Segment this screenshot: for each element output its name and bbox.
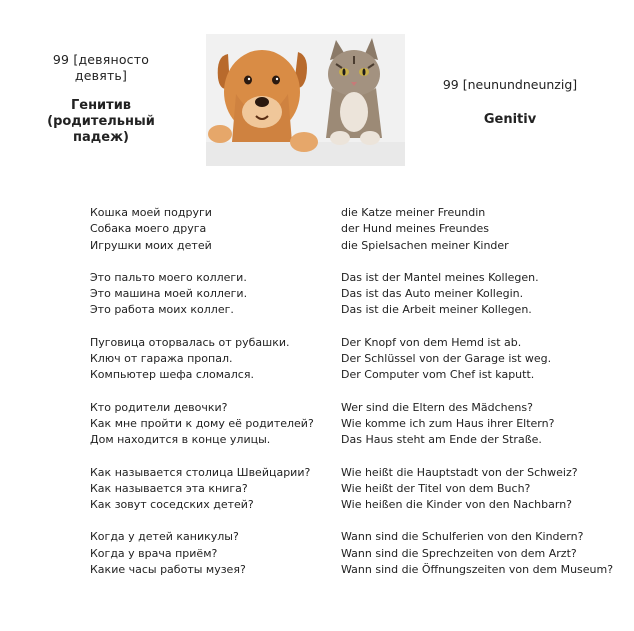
russian-phrase: Как называется столица Швейцарии? (90, 465, 311, 479)
russian-phrase: Игрушки моих детей (90, 238, 212, 252)
german-lesson-title: Genitiv (483, 112, 537, 127)
phrase-group (90, 465, 630, 514)
russian-phrase: Собака моего друга (90, 222, 207, 236)
german-lesson-number: 99 [neunundneunzig] (442, 77, 578, 92)
russian-phrase: Ключ от гаража пропал. (90, 352, 233, 366)
german-phrase: Wer sind die Eltern des Mädchens? (341, 400, 533, 414)
phrase-row (90, 286, 630, 302)
german-phrase: Das Haus steht am Ende der Straße. (341, 433, 542, 447)
phrase-group (90, 270, 630, 319)
russian-phrase: Компьютер шефа сломался. (90, 368, 254, 382)
german-phrase: Der Schlüssel von der Garage ist weg. (341, 352, 552, 366)
russian-lesson-number: 99 [девяносто девять] (52, 52, 150, 83)
phrase-row (90, 546, 630, 562)
phrase-row (90, 367, 630, 383)
russian-phrase: Кошка моей подруги (90, 206, 212, 219)
german-phrase: Das ist die Arbeit meiner Kollegen. (341, 303, 532, 317)
phrase-group (90, 335, 630, 384)
german-phrase: Wie komme ich zum Haus ihrer Eltern? (341, 416, 555, 430)
german-phrase: Wann sind die Öffnungszeiten von dem Museum? (341, 563, 614, 577)
phrase-row (90, 416, 630, 432)
german-phrase: der Hund meines Freundes (341, 222, 489, 236)
german-header (418, 77, 602, 128)
phrase-row (90, 465, 630, 481)
phrase-group (90, 205, 630, 254)
russian-phrase: Это машина моей коллеги. (90, 287, 248, 301)
german-phrase: Wann sind die Schulferien von den Kindern? (341, 530, 584, 544)
russian-phrase: Как называется эта книга? (90, 481, 248, 495)
russian-phrase: Какие часы работы музея? (90, 563, 246, 577)
russian-phrase: Это пальто моего коллеги. (90, 270, 247, 284)
german-phrase: Das ist das Auto meiner Kollegin. (341, 287, 524, 301)
german-phrase: Wie heißt der Titel von dem Buch? (341, 481, 531, 495)
phrase-list (90, 205, 630, 594)
phrase-row (90, 562, 630, 578)
german-phrase: Wann sind die Sprechzeiten von dem Arzt? (341, 546, 577, 560)
phrase-row (90, 400, 630, 416)
phrase-row (90, 529, 630, 545)
phrase-row (90, 351, 630, 367)
phrase-row (90, 497, 630, 513)
cat-figure (326, 38, 382, 145)
phrase-row (90, 205, 630, 221)
german-phrase: Das ist der Mantel meines Kollegen. (341, 270, 539, 284)
phrase-row (90, 221, 630, 237)
german-phrase: Wie heißen die Kinder von den Nachbarn? (341, 498, 573, 512)
russian-phrase: Когда у детей каникулы? (90, 530, 239, 544)
german-phrase: Der Knopf von dem Hemd ist ab. (341, 335, 522, 349)
phrase-group (90, 529, 630, 578)
phrase-row (90, 481, 630, 497)
russian-phrase: Пуговица оторвалась от рубашки. (90, 335, 290, 349)
german-phrase: Wie heißt die Hauptstadt von der Schweiz? (341, 465, 578, 479)
russian-phrase: Когда у врача приём? (90, 546, 218, 560)
russian-phrase: Как зовут соседских детей? (90, 498, 254, 512)
phrase-row (90, 432, 630, 448)
phrase-row (90, 270, 630, 286)
german-phrase: Der Computer vom Chef ist kaputt. (341, 368, 535, 382)
russian-lesson-title: Генитив (родительный падеж) (47, 98, 155, 145)
russian-header (30, 52, 172, 146)
russian-phrase: Дом находится в конце улицы. (90, 433, 271, 447)
russian-phrase: Кто родители девочки? (90, 400, 228, 414)
german-phrase: die Katze meiner Freundin (341, 206, 486, 219)
phrase-row (90, 238, 630, 254)
dog-and-cat-photo (206, 34, 405, 166)
russian-phrase: Как мне пройти к дому её родителей? (90, 416, 314, 430)
phrase-row (90, 302, 630, 318)
phrase-group (90, 400, 630, 449)
german-phrase: die Spielsachen meiner Kinder (341, 238, 509, 252)
phrase-row (90, 335, 630, 351)
russian-phrase: Это работа моих коллег. (90, 303, 234, 317)
